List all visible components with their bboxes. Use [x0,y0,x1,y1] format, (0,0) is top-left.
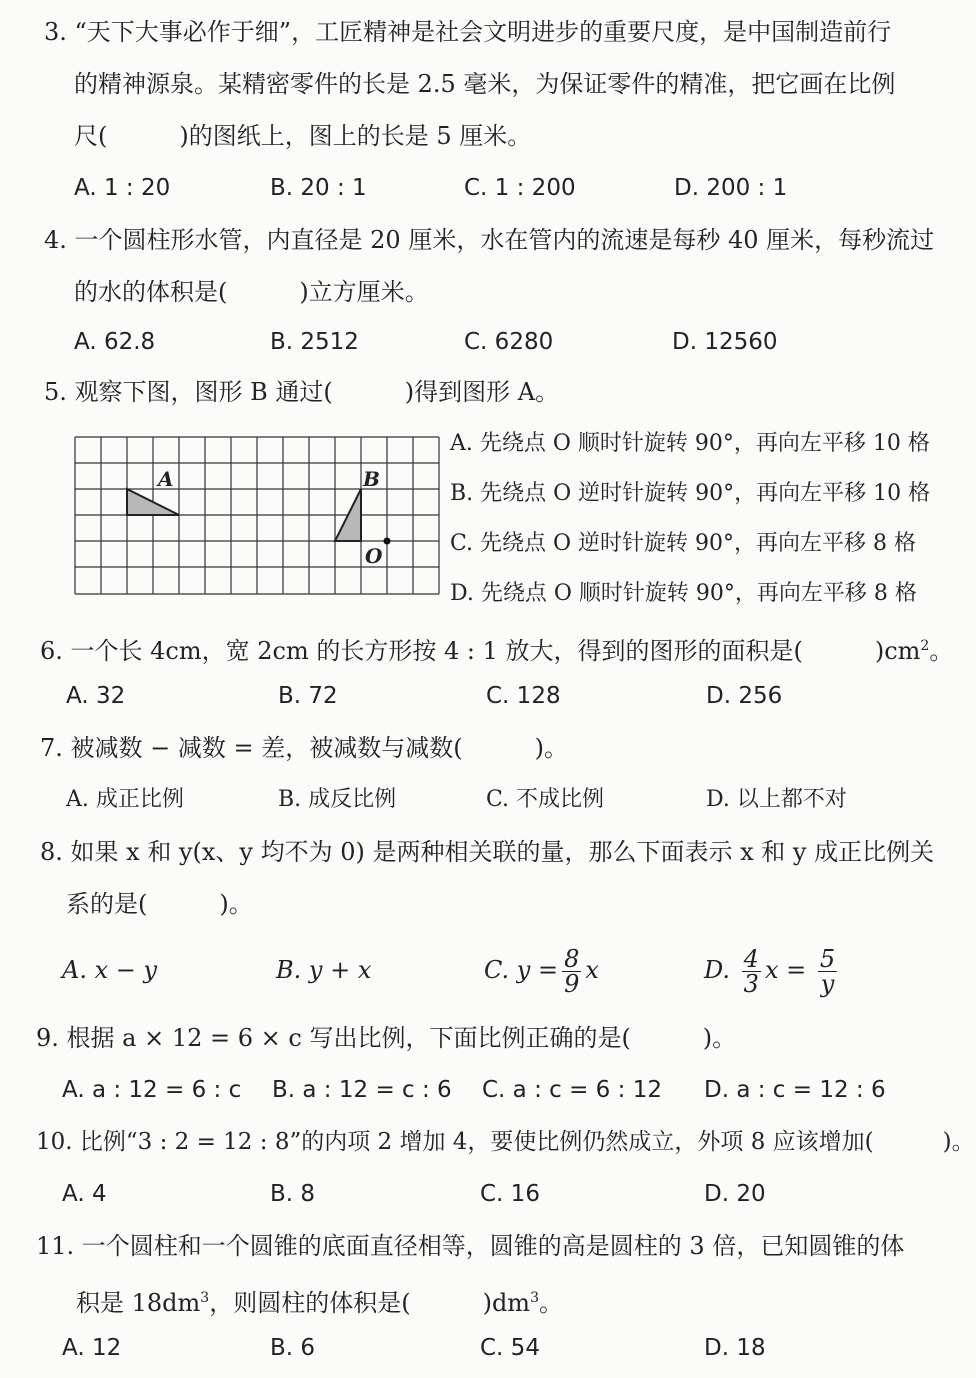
q10-option-c: C. 16 [480,1181,540,1207]
q9-line1: 9. 根据 a × 12 = 6 × c 写出比例，下面比例正确的是( )。 [36,1024,737,1052]
q5-option-a: A. 先绕点 O 顺时针旋转 90°，再向左平移 10 格 [450,431,930,456]
q8c-suffix: x [585,956,599,984]
q6-option-c: C. 128 [486,683,561,709]
q9-option-b: B. a : 12 = c : 6 [272,1077,452,1103]
q11-text-b: ，则圆柱的体积是( )dm [209,1289,531,1317]
q6-line1 [40,630,953,667]
q8-line2: 系的是( )。 [66,890,253,918]
q8d-denominator-left: 3 [743,970,759,998]
q6-superscript: 2 [920,638,930,654]
q7-option-b: B. 成反比例 [278,787,397,812]
q3-line3: 尺( )的图纸上，图上的长是 5 厘米。 [74,122,532,150]
q8d-prefix: D. [704,956,731,984]
q7-option-a: A. 成正比例 [66,787,184,812]
q4-option-d: D. 12560 [672,329,778,355]
q9-option-a: A. a : 12 = 6 : c [62,1077,242,1103]
q8d-fraction-left [742,947,761,996]
q11-option-b: B. 6 [270,1335,316,1361]
label-b: B [363,467,380,491]
label-o: O [365,544,383,568]
q4-option-c: C. 6280 [464,329,554,355]
q10-option-b: B. 8 [270,1181,316,1207]
q5-grid-figure [74,436,440,598]
q11-line1: 11. 一个圆柱和一个圆锥的底面直径相等，圆锥的高是圆柱的 3 倍，已知圆锥的体 [36,1232,905,1260]
q11-superscript-1: 3 [200,1290,210,1306]
q8c-fraction [562,947,581,996]
point-o [384,538,391,545]
q8c-denominator: 9 [564,970,580,998]
q10-option-d: D. 20 [704,1181,766,1207]
q7-option-c: C. 不成比例 [486,787,605,812]
q8-option-d [704,944,841,996]
q11-line2 [76,1282,563,1319]
q3-line1: 3. “天下大事必作于细”，工匠精神是社会文明进步的重要尺度，是中国制造前行 [44,18,892,46]
q3-option-d: D. 200 : 1 [674,175,788,201]
q11-superscript-2: 3 [530,1290,539,1306]
q8d-numerator-right: 5 [819,945,836,973]
q4-line2: 的水的体积是( )立方厘米。 [74,278,429,306]
q3-option-b: B. 20 : 1 [270,175,367,201]
q4-option-b: B. 2512 [270,329,359,355]
q11-text-c: 。 [539,1289,563,1317]
q6-text: 6. 一个长 4cm，宽 2cm 的长方形按 4 : 1 放大，得到的图形的面积是( )cm [40,637,921,665]
q3-option-c: C. 1 : 200 [464,175,576,201]
q11-text-a: 积是 18dm [76,1289,201,1317]
q11-option-d: D. 18 [704,1335,766,1361]
q5-option-d: D. 先绕点 O 顺时针旋转 90°，再向左平移 8 格 [450,581,917,606]
q11-option-a: A. 12 [62,1335,122,1361]
q10-line1: 10. 比例“3 : 2 = 12 : 8”的内项 2 增加 4，要使比例仍然成立，外项 8 应该增加( )。 [36,1129,975,1155]
q5-line1: 5. 观察下图，图形 B 通过( )得到图形 A。 [44,378,560,406]
q3-option-a: A. 1 : 20 [74,175,171,201]
q9-option-c: C. a : c = 6 : 12 [482,1077,662,1103]
q7-option-d: D. 以上都不对 [706,787,847,812]
q4-option-a: A. 62.8 [74,329,156,355]
q5-option-b: B. 先绕点 O 逆时针旋转 90°，再向左平移 10 格 [450,481,931,506]
q11-option-c: C. 54 [480,1335,540,1361]
q8c-numerator: 8 [564,945,580,973]
q6-option-b: B. 72 [278,683,338,709]
q8-option-b: B. y + x [276,956,372,984]
q3-line2: 的精神源泉。某精密零件的长是 2.5 毫米，为保证零件的精准，把它画在比例 [74,70,896,98]
label-a: A [158,467,174,491]
q8d-middle: x = [764,956,807,984]
q8d-numerator-left: 4 [743,945,759,973]
q8d-denominator-right: y [820,970,835,998]
q6-option-a: A. 32 [66,683,126,709]
q8-option-a: A. x − y [62,956,158,984]
q9-option-d: D. a : c = 12 : 6 [704,1077,886,1103]
q5-option-c: C. 先绕点 O 逆时针旋转 90°，再向左平移 8 格 [450,531,917,556]
q8-line1: 8. 如果 x 和 y(x、y 均不为 0) 是两种相关联的量，那么下面表示 x 和 y 成正比例关 [40,838,935,866]
q8d-fraction-right [818,947,837,996]
q8-option-c [484,944,599,996]
q6-end: 。 [929,637,954,665]
q6-option-d: D. 256 [706,683,783,709]
q8c-prefix: C. y = [484,956,559,984]
q7-line1: 7. 被减数 − 减数 = 差，被减数与减数( )。 [40,734,568,762]
q4-line1: 4. 一个圆柱形水管，内直径是 20 厘米，水在管内的流速是每秒 40 厘米，每秒流过 [44,226,935,254]
q10-option-a: A. 4 [62,1181,107,1207]
